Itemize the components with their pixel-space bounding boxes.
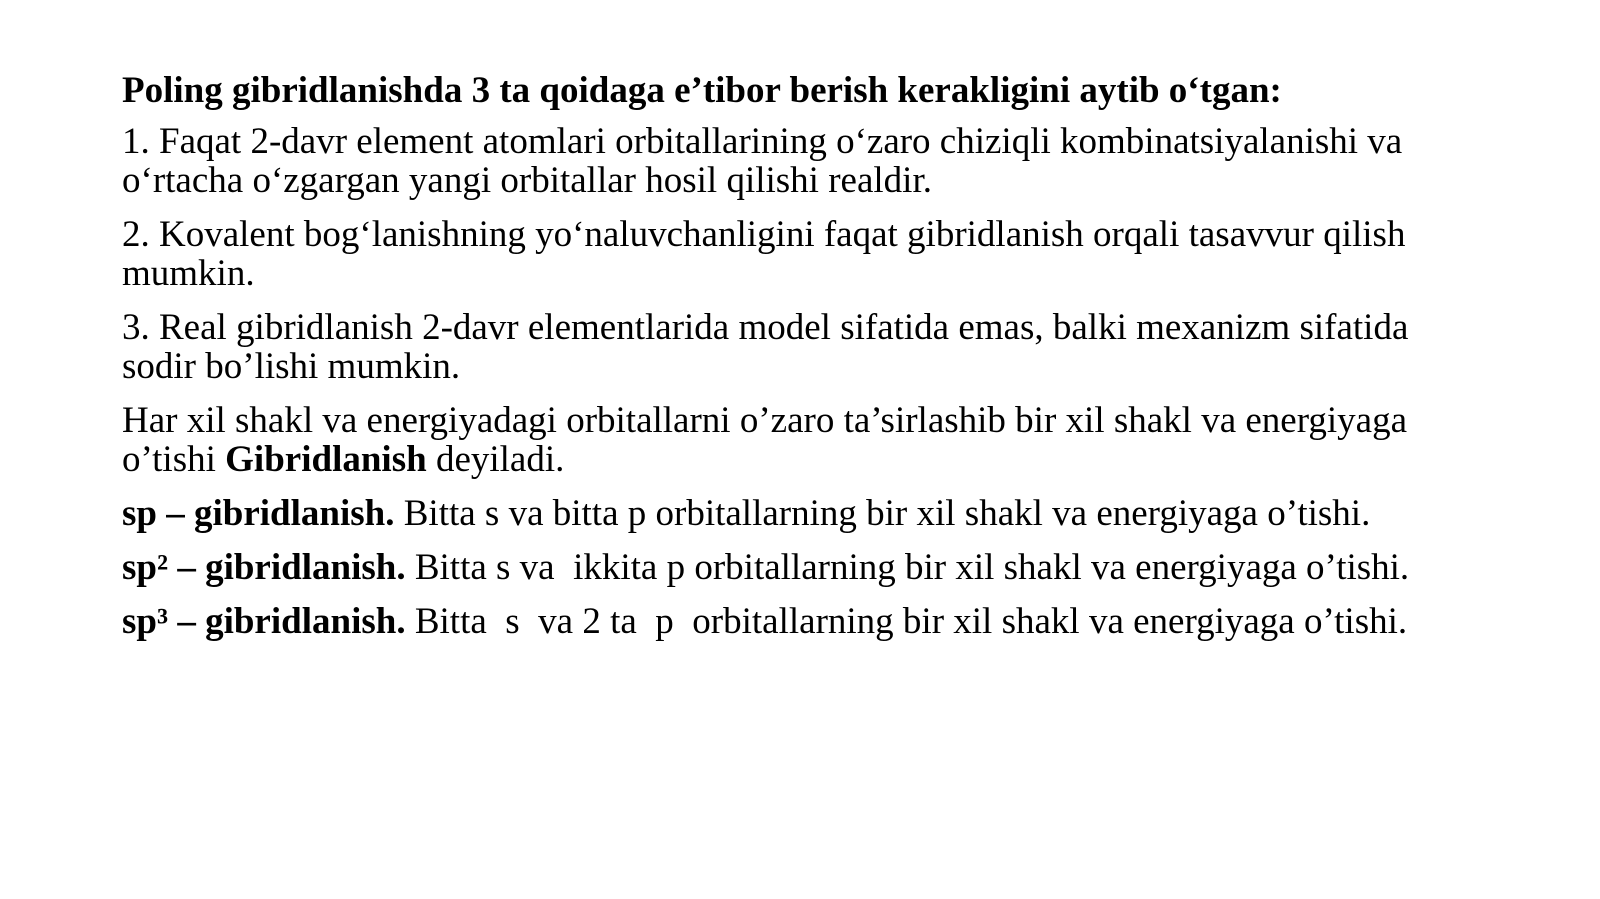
sp-term: sp – gibridlanish.: [122, 493, 395, 534]
definition-paragraph: [122, 400, 1417, 480]
sp3-term: sp³ – gibridlanish.: [122, 601, 406, 642]
rule-3: 3. Real gibridlanish 2-davr elementlarida model sifatida emas, balki mexanizm sifatida sodir bo’lishi mumkin.: [122, 307, 1409, 387]
sp-description: Bitta s va bitta p orbitallarning bir xil shakl va energiyaga o’tishi.: [394, 493, 1371, 534]
slide-heading: Poling gibridlanishda 3 ta qoidaga e’tibor berish kerakligini aytib o‘tgan:: [122, 70, 1282, 111]
rule-1: 1. Faqat 2-davr element atomlari orbitallarining o‘zaro chiziqli kombinatsiyalanishi va o‘rtacha o‘zgargan yangi orbitallar hosil qilishi realdir.: [122, 121, 1403, 201]
definition-term: Gibridlanish: [225, 439, 427, 480]
definition-text-before: Har xil shakl va energiyadagi orbitallarni o’zaro ta’sirlashib bir xil shakl va energiyaga o’tishi: [122, 400, 1417, 480]
sp2-term: sp² – gibridlanish.: [122, 547, 406, 588]
sp3-description: Bitta s va 2 ta p orbitallarning bir xil shakl va energiyaga o’tishi.: [405, 601, 1408, 642]
rule-2: 2. Kovalent bog‘lanishning yo‘naluvchanligini faqat gibridlanish orqali tasavvur qilish mumkin.: [122, 214, 1406, 294]
sp2-hybridization-paragraph: [122, 548, 1412, 587]
sp3-hybridization-paragraph: [122, 602, 1412, 641]
sp2-description: Bitta s va ikkita p orbitallarning bir xil shakl va energiyaga o’tishi.: [405, 547, 1410, 588]
slide-content: [122, 70, 1417, 656]
sp-hybridization-paragraph: [122, 494, 1412, 533]
definition-text-after: deyiladi.: [426, 439, 565, 480]
